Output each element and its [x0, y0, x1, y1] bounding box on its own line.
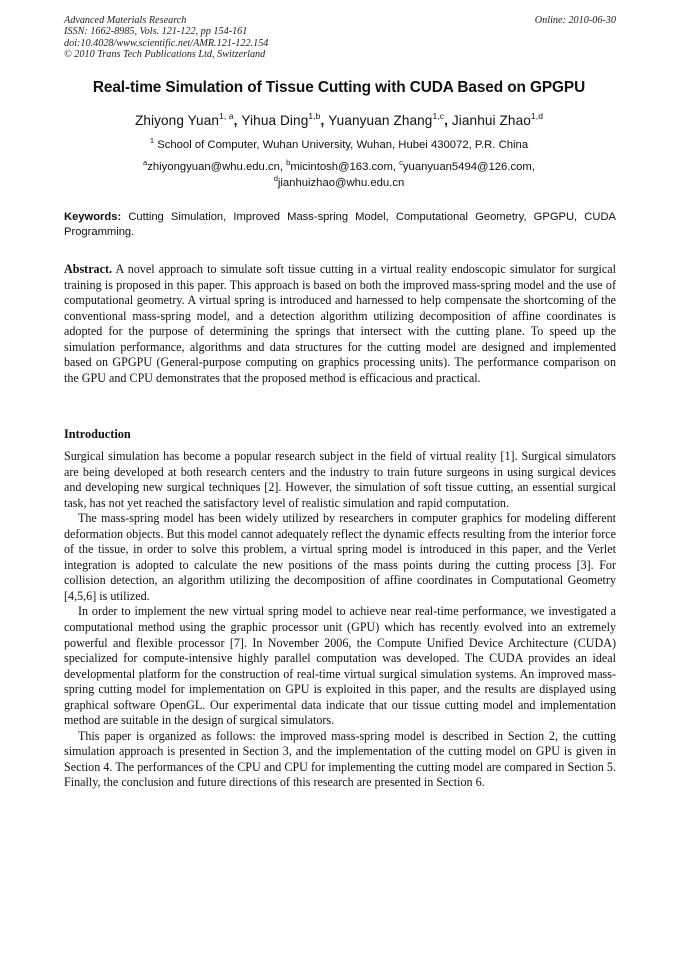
author-list: Zhiyong Yuan$^{1, a}$, Yihua Ding$^{1,b}$, Yuanyuan Zhang$^{1,c}$, Jianhui Zhao$^{1,d}$	[134, 111, 544, 128]
author-name: Yuanyuan Zhang	[328, 113, 433, 128]
email-address[interactable]: yuanyuan5494@126.com,	[402, 161, 535, 173]
author-name: Yihua Ding	[241, 113, 309, 128]
journal-header	[64, 15, 616, 60]
email-mark: d	[273, 173, 278, 183]
journal-copyright: © 2010 Trans Tech Publications Ltd, Switzerland	[64, 48, 266, 60]
author-affiliation-mark: 1,d	[530, 111, 544, 121]
online-date: Online: 2010-06-30	[534, 15, 616, 26]
body-paragraph: The mass-spring model has been widely utilized by researchers in computer graphics for modeling different deformation objects. But this model cannot adequately reflect the dynamic effects resulting from the interior force of the tissue, in order to solve this problem, a virtual spring model is introduced in this paper, and the Verlet integration is adopted to calculate the new positions of the mass points during the cutting process [3]. For collision detection, an algorithm utilizing the decomposition of affine coordinates in Computational Geometry [4,5,6] is utilized.	[64, 511, 616, 603]
journal-name: Advanced Materials Research	[64, 15, 187, 26]
keywords-label: Keywords:	[64, 211, 122, 223]
paper-title: Real-time Simulation of Tissue Cutting with CUDA Based on GPGPU	[92, 79, 586, 96]
body-paragraph: This paper is organized as follows: the improved mass-spring model is described in Section 2, the cutting simulation approach is presented in Section 3, and the implementation of the cutting model on GPU is given in Section 4. The performances of the CPU and CPU for implementing the cutting model are compared in Section 5. Finally, the conclusion and future directions of this research are presented in Section 6.	[64, 728, 616, 790]
email-address[interactable]: micintosh@163.com,	[290, 161, 396, 173]
author-affiliation-mark: 1, a	[219, 111, 234, 121]
affiliation-mark: 1	[149, 136, 155, 145]
affiliation-text: School of Computer, Wuhan University, Wuhan, Hubei 430072, P.R. China	[157, 139, 529, 151]
abstract-section	[64, 262, 616, 386]
introduction-heading: Introduction	[64, 427, 131, 441]
author-name: Jianhui Zhao	[451, 113, 531, 128]
introduction-body	[64, 449, 616, 791]
email-address[interactable]: zhiyongyuan@whu.edu.cn,	[147, 161, 284, 173]
journal-issn: ISSN: 1662-8985, Vols. 121-122, pp 154-161	[64, 26, 248, 38]
email-address[interactable]: jianhuizhao@whu.edu.cn	[277, 176, 405, 189]
email-mark: a	[143, 158, 148, 167]
author-name: Zhiyong Yuan	[134, 113, 220, 128]
abstract-label: Abstract.	[64, 262, 113, 276]
body-paragraph: Surgical simulation has become a popular research subject in the field of virtual reality [1]. Surgical simulators are being developed at both research centers and the industry to train future surgeons in using surgical devices and developing new surgical techniques [2]. However, the simulation of soft tissue cutting, an essential surgical task, has not yet reached the satisfactory level of realistic simulation and rapid computation.	[64, 449, 616, 510]
journal-doi: doi:10.4028/www.scientific.net/AMR.121-122.154	[64, 37, 269, 49]
body-paragraph: In order to implement the new virtual spring model to achieve near real-time performance, we investigated a computational method using the graphic processor unit (GPU) which has recently evolved into an extremely powerful and flexible processor [7]. In November 2006, the Compute Unified Device Architecture (CUDA) specialized for compute-intensive highly parallel computation was developed. The CUDA provides an ideal developmental platform for the construction of real-time virtual surgical simulation systems. An improved mass-spring cutting model for implementation on GPU is exploited in this paper, and the results are displayed using graphical software OpenGL. Our experimental data indicate that our tissue cutting model and implementation method are suitable in the design of surgical simulators.	[64, 604, 616, 728]
affiliation	[40, 136, 638, 151]
email-mark: c	[399, 158, 403, 167]
author-affiliation-mark: 1,c	[432, 111, 445, 121]
abstract-text: A novel approach to simulate soft tissue cutting in a virtual reality endoscopic simulator for surgical training is proposed in this paper. This approach is based on both the improved mass-spring model and the use of computational geometry. A virtual spring is introduced and harnessed to help compensate the shortcoming of the conventional mass-spring model, and a detection algorithm utilizing decomposition of affine coordinates is adopted for the purpose of determining the springs that intersect with the cutting plane. To speed up the simulation performance, algorithms and data structures for the cutting model are designed and implemented based on GPGPU (General-purpose computing on graphics processing units). The performance comparison on the GPU and CPU demonstrates that the proposed method is efficacious and practical.	[64, 262, 617, 385]
email-mark: b	[286, 158, 291, 167]
email-list	[40, 160, 638, 191]
author-affiliation-mark: 1,b	[308, 111, 321, 121]
keywords-section	[64, 210, 616, 240]
keywords-text: Cutting Simulation, Improved Mass-spring Model, Computational Geometry, GPGPU, CUDA Programming.	[64, 211, 616, 238]
